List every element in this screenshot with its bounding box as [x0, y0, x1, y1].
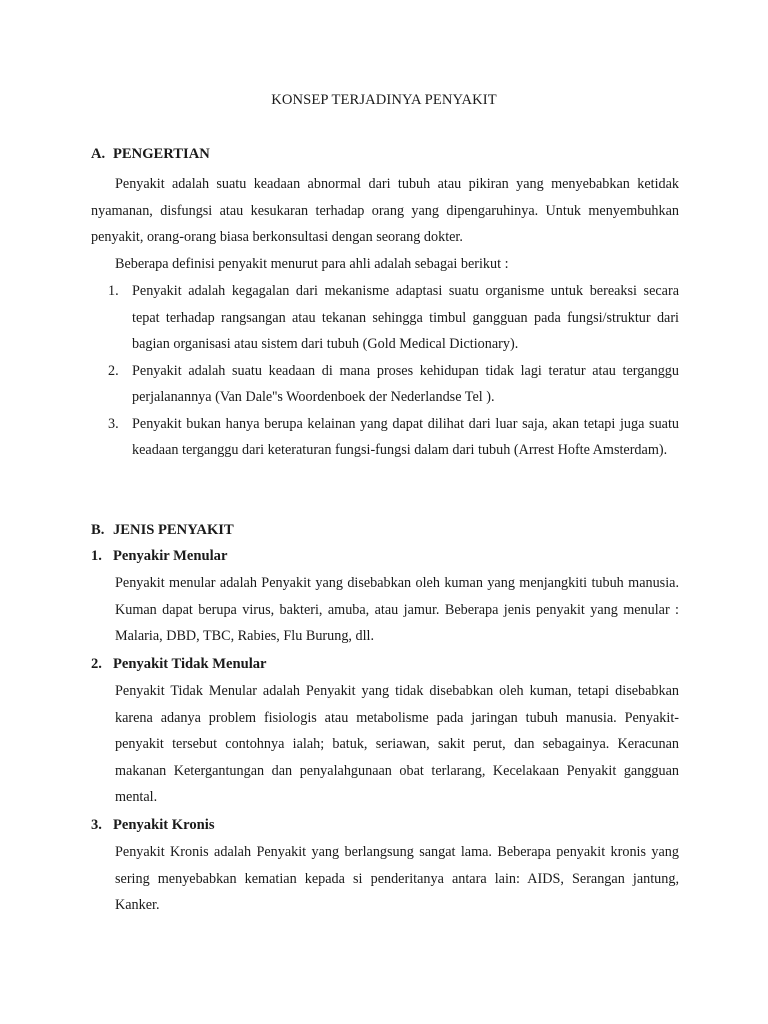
definition-number: 2.	[108, 362, 119, 379]
disease-type-description: Penyakit Kronis adalah Penyakit yang berlangsung sangat lama. Beberapa penyakit kronis yang sering menyebabkan kematian kepada si penderitanya antara lain: AIDS, Serangan jantung, Kanker.	[115, 844, 679, 913]
section-a-marker: A.	[91, 146, 106, 162]
section-b-title: JENIS PENYAKIT	[113, 522, 234, 538]
definition-item	[91, 278, 679, 358]
definition-text: Penyakit bukan hanya berupa kelainan yang dapat dilihat dari luar saja, akan tetapi juga suatu keadaan terganggu dari keteraturan fungsi-fungsi dalam dari tubuh (Arrest Hofte Amsterdam).	[132, 415, 679, 458]
disease-type-heading	[91, 548, 227, 565]
disease-type-number: 3.	[91, 817, 102, 833]
definition-item	[91, 411, 679, 464]
definition-number: 1.	[108, 283, 119, 299]
disease-type-description: Penyakit Tidak Menular adalah Penyakit yang tidak disebabkan oleh kuman, tetapi disebabkan karena adanya problem fisiologis atau metabolisme pada jaringan tubuh manusia. Penyakit-penyakit tersebut contohnya ialah; batuk, seriawan, sakit perut, dan sebagainya. Keracunan makanan Ketergantungan dan penyalahgunaan obat terlarang, Kecelakaan Penyakit gangguan mental.	[115, 683, 679, 805]
section-a-heading	[91, 146, 210, 163]
disease-type-heading	[91, 656, 267, 673]
definition-text: Penyakit adalah suatu keadaan di mana proses kehidupan tidak lagi teratur atau terganggu perjalanannya (Van Dale''s Woordenboek der Nederlandse Tel ).	[132, 362, 679, 405]
disease-type-heading	[91, 817, 215, 834]
section-b-heading	[91, 522, 234, 539]
section-b-marker: B.	[91, 522, 105, 538]
section-a-title: PENGERTIAN	[113, 146, 210, 162]
disease-type-title: Penyakit Tidak Menular	[113, 656, 267, 672]
definition-item	[91, 358, 679, 411]
disease-type-title: Penyakit Kronis	[113, 817, 215, 833]
definition-list	[91, 278, 679, 464]
document-title: KONSEP TERJADINYA PENYAKIT	[271, 92, 497, 108]
disease-type-number: 2.	[91, 656, 102, 672]
section-a-paragraph-1: Penyakit adalah suatu keadaan abnormal dari tubuh atau pikiran yang menyebabkan ketidak nyamanan, disfungsi atau kesukaran terhadap orang yang dipengaruhinya. Untuk menyembuhkan penyakit, orang-orang biasa berkonsultasi dengan seorang dokter.	[91, 176, 679, 245]
disease-type-description: Penyakit menular adalah Penyakit yang disebabkan oleh kuman yang menjangkiti tubuh manusia. Kuman dapat berupa virus, bakteri, amuba, atau jamur. Beberapa jenis penyakit yang menular : Malaria, DBD, TBC, Rabies, Flu Burung, dll.	[115, 575, 679, 644]
disease-type-title: Penyakir Menular	[113, 548, 228, 564]
definition-number: 3.	[108, 415, 119, 432]
section-a-paragraph-2: Beberapa definisi penyakit menurut para ahli adalah sebagai berikut :	[115, 256, 509, 272]
disease-type-number: 1.	[91, 548, 102, 564]
definition-text: Penyakit adalah kegagalan dari mekanisme adaptasi suatu organisme untuk bereaksi secara tepat terhadap rangsangan atau tekanan sehingga timbul gangguan pada fungsi/struktur dari bagian organisasi atau sistem dari tubuh (Gold Medical Dictionary).	[132, 283, 679, 352]
